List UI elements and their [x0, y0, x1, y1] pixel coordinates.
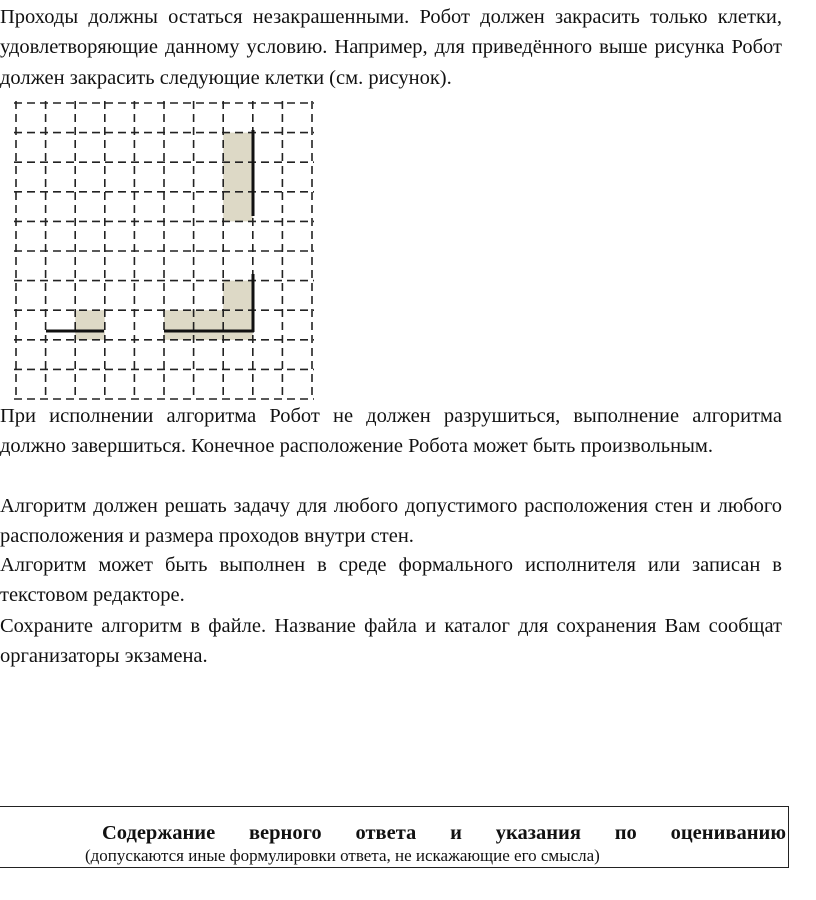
intro-paragraph: Проходы должны остаться незакрашенными. Робот должен закрасить только клетки, удовлетворяющие данному условию. Например, для приведённого выше рисунка Робот должен закрасить следующие клетки (см. рисунок).	[0, 6, 782, 89]
robot-grid-figure	[10, 100, 322, 400]
answer-criteria-box	[0, 806, 789, 868]
shaded-cell	[164, 310, 194, 340]
answer-title: Содержание верного ответа и указания по оцениванию	[102, 822, 786, 844]
shaded-cell	[75, 310, 105, 340]
paragraph-save-file: Сохраните алгоритм в файле. Название файла и каталог для сохранения Вам сообщат организаторы экзамена.	[0, 615, 782, 668]
shaded-cell	[194, 310, 224, 340]
answer-note: (допускаются иные формулировки ответа, не искажающие его смысла)	[85, 846, 600, 865]
dashed-grid-lines	[14, 101, 314, 400]
shaded-cell	[223, 281, 253, 311]
paragraph-any-walls: Алгоритм должен решать задачу для любого допустимого расположения стен и любого расположения и размера проходов внутри стен.	[0, 495, 782, 548]
paragraph-termination: При исполнении алгоритма Робот не должен разрушиться, выполнение алгоритма должно завершиться. Конечное расположение Робота может быть произвольным.	[0, 405, 782, 458]
paragraph-environment: Алгоритм может быть выполнен в среде формального исполнителя или записан в текстовом редакторе.	[0, 554, 782, 607]
shaded-cell	[223, 133, 253, 163]
shaded-cell	[223, 192, 253, 222]
shaded-cell	[223, 310, 253, 340]
shaded-cell	[223, 162, 253, 192]
